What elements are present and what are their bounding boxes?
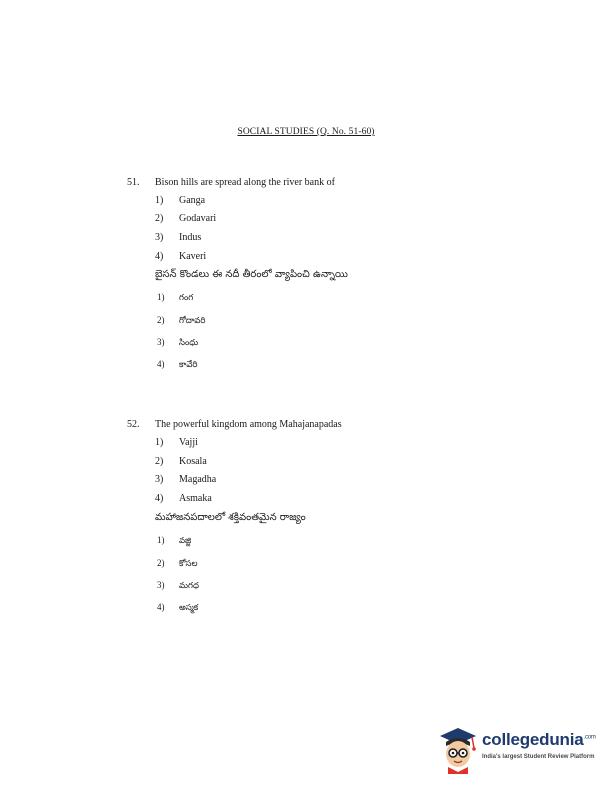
option-label: కోసల (179, 559, 198, 569)
option-number: 2) (157, 558, 165, 568)
collegedunia-logo (436, 724, 596, 774)
brand-tld: .com (583, 734, 596, 741)
telugu-option-item (157, 578, 199, 592)
brand-text: collegedunia (482, 730, 584, 749)
option-number: 4) (157, 359, 165, 369)
option-number: 2) (155, 456, 164, 467)
option-number: 4) (155, 493, 164, 504)
option-label: Kosala (179, 456, 207, 467)
option-label: Asmaka (179, 493, 212, 504)
option-number: 4) (155, 251, 164, 262)
question-number: 52. (127, 419, 140, 430)
option-number: 4) (157, 602, 165, 612)
graduate-mascot-icon (436, 724, 482, 774)
telugu-option-item (157, 357, 197, 371)
option-label: Magadha (179, 474, 217, 485)
section-title: SOCIAL STUDIES (Q. No. 51-60) (237, 127, 375, 137)
telugu-option-item (157, 313, 205, 327)
option-label: సింధు (179, 338, 199, 348)
telugu-question-text: మహాజనపదాలలో శక్తివంతమైన రాజ్యం (155, 512, 306, 523)
telugu-option-item (157, 556, 198, 570)
option-label: గంగ (179, 293, 194, 303)
option-label: Kaveri (179, 251, 207, 262)
option-item (155, 492, 212, 506)
option-item (155, 455, 207, 469)
option-number: 3) (155, 232, 164, 243)
question-text: The powerful kingdom among Mahajanapadas (155, 419, 342, 430)
option-label: Vajji (179, 437, 198, 448)
option-label: అస్మక (179, 603, 199, 613)
option-item (155, 212, 216, 226)
option-number: 2) (157, 315, 165, 325)
option-label: మగధ (179, 581, 199, 591)
option-item (155, 194, 205, 208)
telugu-question-text: బైసన్ కొండలు ఈ నదీ తీరంలో వ్యాపించి ఉన్నాయి (155, 269, 348, 280)
option-label: వజ్జి (179, 536, 192, 546)
option-item (155, 231, 201, 245)
option-item (155, 250, 206, 264)
question-text: Bison hills are spread along the river bank of (155, 177, 335, 188)
telugu-option-item (157, 335, 198, 349)
option-number: 3) (155, 474, 164, 485)
option-item (155, 436, 198, 450)
telugu-option-item (157, 600, 198, 614)
brand-tagline: India's largest Student Review Platform (482, 754, 595, 760)
option-label: Godavari (179, 213, 217, 224)
option-number: 1) (155, 195, 164, 206)
option-label: కావేరి (179, 360, 198, 370)
option-number: 3) (157, 580, 165, 590)
telugu-option-item (157, 533, 191, 547)
option-item (155, 473, 216, 487)
option-label: గోదావరి (179, 316, 206, 326)
option-number: 1) (155, 437, 164, 448)
option-label: Ganga (179, 195, 206, 206)
option-number: 1) (157, 292, 165, 302)
brand-name (482, 730, 596, 750)
telugu-option-item (157, 290, 193, 304)
question-number: 51. (127, 177, 140, 188)
option-number: 1) (157, 535, 165, 545)
option-number: 3) (157, 337, 165, 347)
option-label: Indus (179, 232, 202, 243)
option-number: 2) (155, 213, 164, 224)
